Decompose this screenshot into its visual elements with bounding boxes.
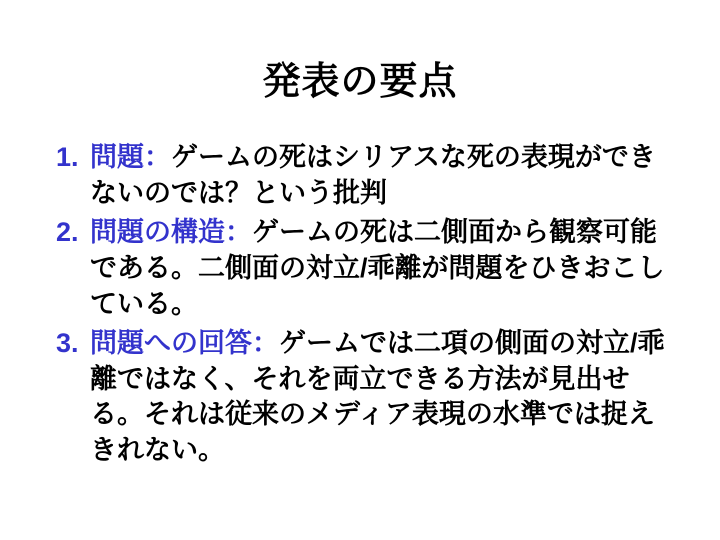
page-title: 発表の要点 [262, 61, 458, 103]
list-item-number: 1. [56, 142, 79, 172]
list-item-body: ゲームの死は二側面から観察可能である。二側面の対立/乖離が問題をひきおこしている。 [90, 217, 665, 319]
list-item-body: ゲームでは二項の側面の対立/乖離ではなく、それを両立できる方法が見出せる。それは従来のメディア表現の水準では捉えきれない。 [90, 328, 665, 465]
list-item-number: 3. [56, 328, 79, 359]
list-item-body: ゲームの死はシリアスな死の表現ができないのでは？という批判 [90, 142, 656, 208]
list-item-text [90, 140, 676, 211]
list-item [56, 215, 676, 322]
list-item-lead: 問題への回答： [90, 328, 279, 359]
list-item-text [90, 326, 676, 469]
list-item-number: 2. [56, 217, 79, 248]
bullet-list [56, 140, 676, 473]
list-item [56, 140, 676, 211]
list-item-text [90, 215, 676, 322]
list-item-lead: 問題： [90, 142, 171, 172]
list-item-lead: 問題の構造： [90, 217, 252, 248]
list-item [56, 326, 676, 469]
